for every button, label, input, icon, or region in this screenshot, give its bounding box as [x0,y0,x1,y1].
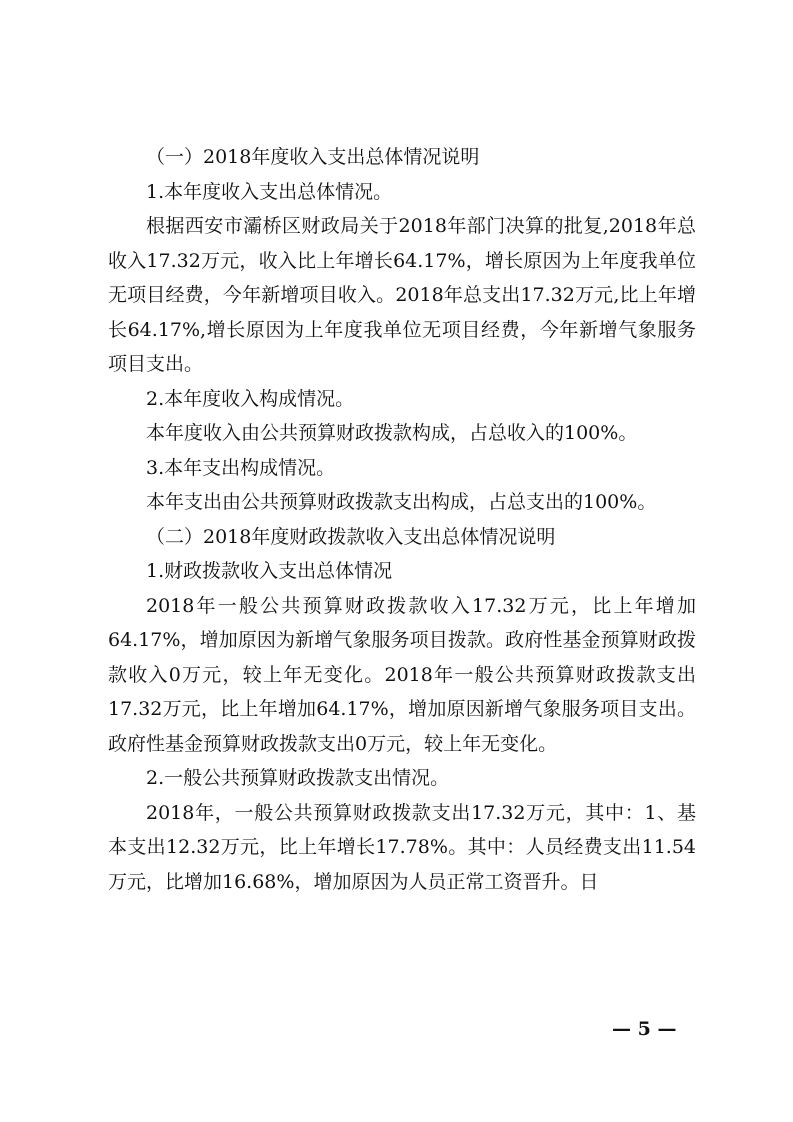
paragraph-1-2: 本年度收入由公共预算财政拨款构成，占总收入的100%。 [146,422,638,444]
page-number: — 5 — [612,1018,677,1040]
section-heading-2: （二）2018年度财政拨款收入支出总体情况说明 [146,525,556,548]
paragraph-1-3: 本年支出由公共预算财政拨款支出构成，占总支出的100%。 [146,491,657,513]
subheading-2-2: 2.一般公共预算财政拨款支出情况。 [146,767,450,789]
subheading-1-3: 3.本年支出构成情况。 [146,456,336,479]
subheading-2-1: 1.财政拨款收入支出总体情况 [146,560,393,582]
document-body [108,140,696,899]
paragraph-2-2: 2018年，一般公共预算财政拨款支出17.32万元，其中：1、基本支出12.32万元，比上年增长17.78%。其中：人员经费支出11.54万元，比增加16.68%，增加原因为人员正常工资晋升。日 [108,801,696,893]
subheading-1-1: 1.本年度收入支出总体情况。 [146,180,393,203]
subheading-1-2: 2.本年度收入构成情况。 [146,387,355,410]
paragraph-1-1: 根据西安市灞桥区财政局关于2018年部门决算的批复,2018年总收入17.32万元，收入比上年增长64.17%，增长原因为上年度我单位无项目经费，今年新增项目收入。2018年总支出17.32万元,比上年增长64.17%,增长原因为上年度我单位无项目经费，今年新增气象服务项目支出。 [108,215,696,375]
paragraph-2-1: 2018年一般公共预算财政拨款收入17.32万元，比上年增加64.17%，增加原因为新增气象服务项目拨款。政府性基金预算财政拨款收入0万元，较上年无变化。2018年一般公共预算财政拨款支出17.32万元，比上年增加64.17%，增加原因新增气象服务项目支出。政府性基金预算财政拨款支出0万元，较上年无变化。 [108,594,696,755]
section-heading-1: （一）2018年度收入支出总体情况说明 [146,146,480,168]
